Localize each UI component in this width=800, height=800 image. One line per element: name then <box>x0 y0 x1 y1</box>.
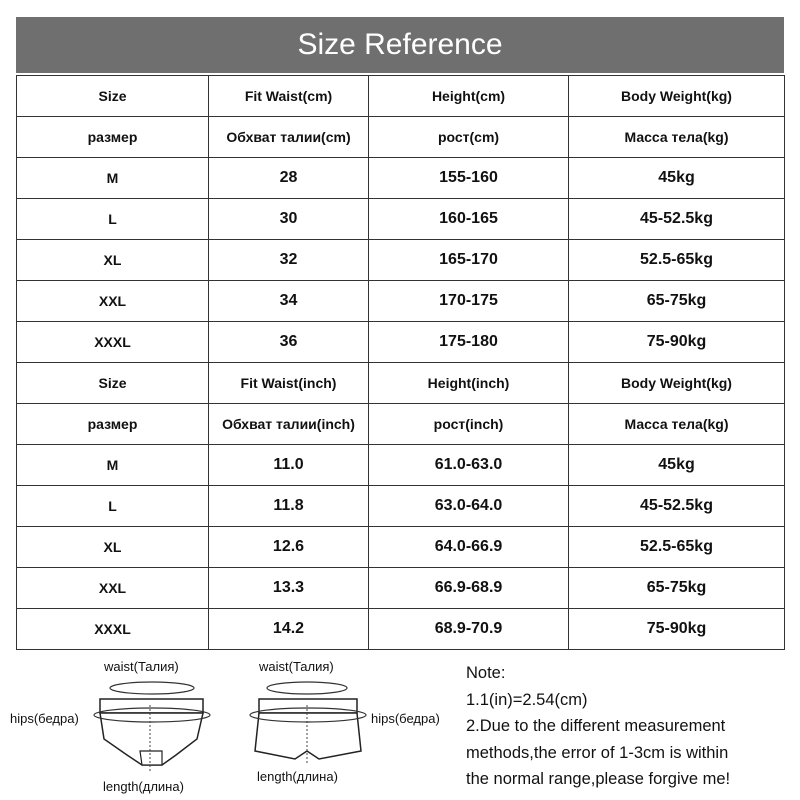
height-cell: 155-160 <box>369 158 569 199</box>
waist-cell: 32 <box>209 240 369 281</box>
waist-cell: 28 <box>209 158 369 199</box>
size-cell: L <box>17 199 209 240</box>
size-cell: XXL <box>17 281 209 322</box>
boxer-icon <box>235 655 460 800</box>
waist-cell: 34 <box>209 281 369 322</box>
header-row-ru <box>17 117 785 158</box>
waist-cell: 36 <box>209 322 369 363</box>
size-cell: M <box>17 445 209 486</box>
title-text: Size Reference <box>297 28 503 61</box>
header-cell: Body Weight(kg) <box>569 76 785 117</box>
weight-cell: 52.5-65kg <box>569 527 785 568</box>
header-cell: Обхват талии(inch) <box>209 404 369 445</box>
table-row <box>17 527 785 568</box>
waist-label: waist(Талия) <box>104 659 179 674</box>
table-row <box>17 281 785 322</box>
note-heading: Note: <box>466 664 506 682</box>
height-cell: 160-165 <box>369 199 569 240</box>
size-cell: XXXL <box>17 609 209 650</box>
header-row-ru <box>17 404 785 445</box>
header-cell: рост(cm) <box>369 117 569 158</box>
height-cell: 175-180 <box>369 322 569 363</box>
table-row <box>17 240 785 281</box>
page-title <box>16 17 784 73</box>
height-cell: 68.9-70.9 <box>369 609 569 650</box>
boxer-diagram <box>235 655 460 800</box>
header-cell: рост(inch) <box>369 404 569 445</box>
height-cell: 64.0-66.9 <box>369 527 569 568</box>
height-cell: 66.9-68.9 <box>369 568 569 609</box>
header-cell: Body Weight(kg) <box>569 363 785 404</box>
hips-label: hips(бедра) <box>371 711 440 726</box>
header-cell: размер <box>17 117 209 158</box>
size-table <box>16 75 785 650</box>
table-row <box>17 445 785 486</box>
weight-cell: 45-52.5kg <box>569 199 785 240</box>
size-cell: XL <box>17 527 209 568</box>
header-cell: Size <box>17 363 209 404</box>
header-cell: Fit Waist(inch) <box>209 363 369 404</box>
weight-cell: 45-52.5kg <box>569 486 785 527</box>
waist-cell: 12.6 <box>209 527 369 568</box>
length-label: length(длина) <box>257 769 338 784</box>
table-row <box>17 486 785 527</box>
weight-cell: 75-90kg <box>569 322 785 363</box>
waist-cell: 13.3 <box>209 568 369 609</box>
note-line: the normal range,please forgive me! <box>466 770 731 788</box>
weight-cell: 52.5-65kg <box>569 240 785 281</box>
table-row <box>17 199 785 240</box>
note-line: 1.1(in)=2.54(cm) <box>466 690 588 709</box>
header-cell: размер <box>17 404 209 445</box>
table-row <box>17 609 785 650</box>
table-row <box>17 568 785 609</box>
header-cell: Height(inch) <box>369 363 569 404</box>
weight-cell: 75-90kg <box>569 609 785 650</box>
size-cell: XXXL <box>17 322 209 363</box>
waist-label: waist(Талия) <box>259 659 334 674</box>
weight-cell: 65-75kg <box>569 568 785 609</box>
header-cell: Height(cm) <box>369 76 569 117</box>
table-row <box>17 158 785 199</box>
header-cell: Size <box>17 76 209 117</box>
note-line: 2.Due to the different measurement <box>466 717 726 735</box>
height-cell: 63.0-64.0 <box>369 486 569 527</box>
waist-cell: 14.2 <box>209 609 369 650</box>
weight-cell: 45kg <box>569 445 785 486</box>
waist-cell: 11.0 <box>209 445 369 486</box>
table-row <box>17 322 785 363</box>
briefs-diagram <box>0 655 230 800</box>
size-cell: L <box>17 486 209 527</box>
header-row-en <box>17 363 785 404</box>
size-cell: XXL <box>17 568 209 609</box>
header-cell: Масса тела(kg) <box>569 404 785 445</box>
waist-cell: 30 <box>209 199 369 240</box>
height-cell: 165-170 <box>369 240 569 281</box>
header-cell: Масса тела(kg) <box>569 117 785 158</box>
note-line: methods,the error of 1-3cm is within <box>466 743 729 762</box>
hips-label: hips(бедра) <box>10 711 79 726</box>
size-cell: XL <box>17 240 209 281</box>
waist-cell: 11.8 <box>209 486 369 527</box>
briefs-icon <box>0 655 230 800</box>
length-label: length(длина) <box>103 779 184 794</box>
header-cell: Fit Waist(cm) <box>209 76 369 117</box>
note-block <box>466 660 786 793</box>
weight-cell: 65-75kg <box>569 281 785 322</box>
size-cell: M <box>17 158 209 199</box>
weight-cell: 45kg <box>569 158 785 199</box>
header-row-en <box>17 76 785 117</box>
height-cell: 170-175 <box>369 281 569 322</box>
header-cell: Обхват талии(cm) <box>209 117 369 158</box>
height-cell: 61.0-63.0 <box>369 445 569 486</box>
